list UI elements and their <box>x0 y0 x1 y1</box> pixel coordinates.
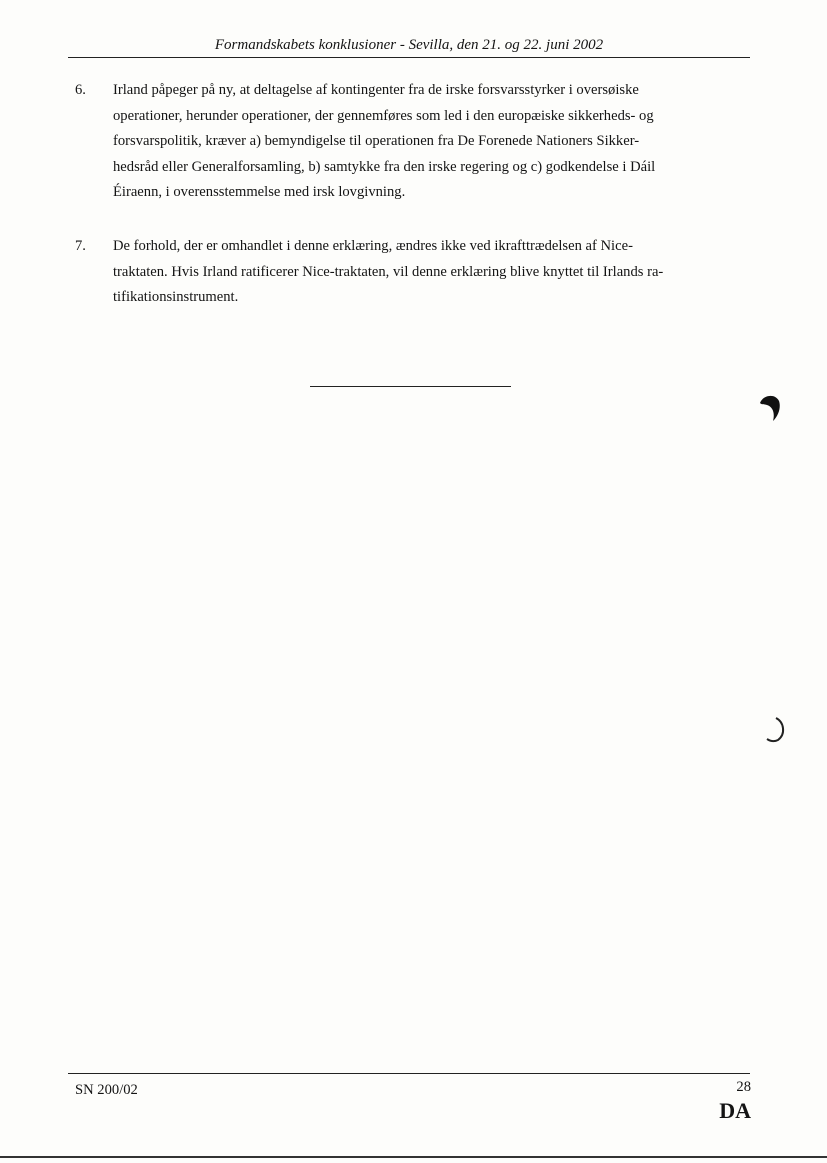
paragraph-6 <box>75 78 745 206</box>
text-line: hedsråd eller Generalforsamling, b) samtykke fra den irske regering og c) godkendelse i Dáil <box>113 158 656 175</box>
paragraph-text <box>113 78 745 206</box>
punch-hole-mark-icon <box>757 393 783 423</box>
text-line: De forhold, der er omhandlet i denne erklæring, ændres ikke ved ikrafttrædelsen af Nice- <box>113 238 633 254</box>
footer-rule <box>68 1073 750 1074</box>
text-line: tifikationsinstrument. <box>113 289 239 305</box>
scan-edge-strip <box>0 1156 827 1158</box>
text-line: traktaten. Hvis Irland ratificerer Nice-traktaten, vil denne erklæring blive knyttet til Irlands ra- <box>113 263 664 280</box>
text-line: Éiraenn, i overensstemmelse med irsk lovgivning. <box>113 184 406 200</box>
punch-hole-mark-icon <box>764 716 790 744</box>
paragraph-text <box>113 234 745 311</box>
text-line: operationer, herunder operationer, der gennemføres som led i den europæiske sikkerheds- og <box>113 107 654 124</box>
language-code: DA <box>719 1098 751 1123</box>
paragraph-number: 7. <box>75 238 86 254</box>
text-line: forsvarspolitik, kræver a) bemyndigelse til operationen fra De Forenede Nationers Sikker- <box>113 133 640 149</box>
paragraph-number: 6. <box>75 82 86 98</box>
document-reference: SN 200/02 <box>75 1082 138 1098</box>
end-of-text-rule <box>310 386 511 387</box>
page-number: 28 <box>736 1079 751 1095</box>
text-line: Irland påpeger på ny, at deltagelse af kontingenter fra de irske forsvarsstyrker i oversøiske <box>113 82 639 98</box>
paragraph-7 <box>75 234 745 311</box>
running-header: Formandskabets konklusioner - Sevilla, den 21. og 22. juni 2002 <box>68 37 750 58</box>
